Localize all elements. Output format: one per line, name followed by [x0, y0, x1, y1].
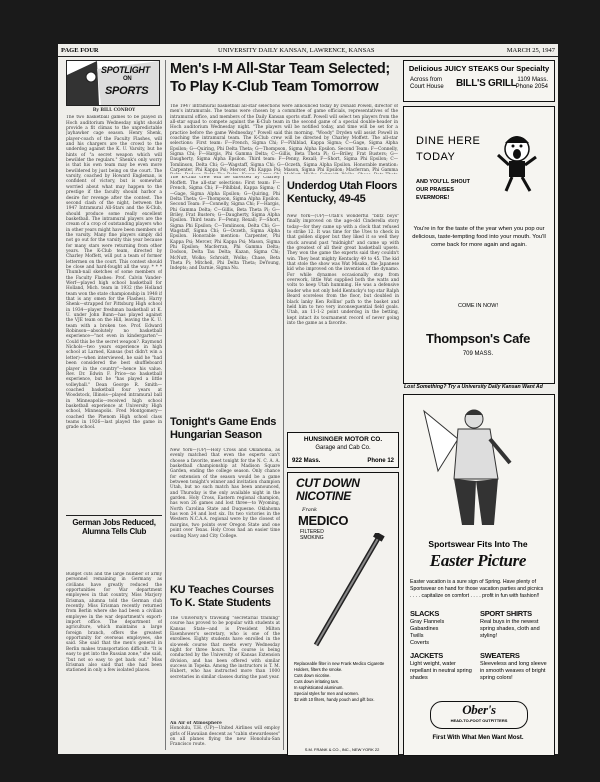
slacks-title: SLACKS	[410, 609, 440, 618]
bills-name: BILL'S GRILL	[456, 78, 517, 89]
hunsinger-subtitle: Garage and Cab Co.	[315, 445, 371, 451]
thompson-name: Thompson's Cafe	[425, 331, 531, 346]
medico-bullets	[294, 661, 392, 703]
allstar-article-col	[170, 176, 280, 411]
shouting-boy-icon	[492, 133, 542, 193]
spotlight-article: The two basketball games to be played in Hoch auditorium Wednesday night should provide a fit climax to the unpredictable Jayhawker cage season. Henry Shenk, player-coach of the Faculty Flashes, will and his chargers are the crowd to the underdog against the K. U. Varsity, but he hints of "a secret weapon which will bewilder the regulars." Shenk's only worry is that his own team may be even more bewildered by just being on the court. The varsity, coached by Howard Engleman, is confident of victory, but is somewhat worried about what may happen to the prestige if the faculty should harbor a desire for revenge after the contest. The second clash of the night, between the 1947 Intramural All-Stars and the K-Club, should produce some really excellent basketball. The intramural players are the cream of a crop of outstanding players who in other years might have been members of the varsity. Many fine players simply did not go out for the varsity this year because for many stars were returning from other years. The K-Club team, directed by Charley Moffett, will put a team of former lettermen on the court. This contest should be close and hard-fought all the way. * * * Thumb-nail sketches of some members of the Faculty Flashes: Prof. Calvin Vander-Werf—played high school basketball for Holland, Mich. team in 1932 (the Holland team won the state championship in 1948 if that is any omen for the Flashes). Harry Shenk—strapped for Pittsburg High school in 1934—player freshman basketball at K. U. under John Bunn—has played against the VJE team on the Hill, leaving the K. U. team with a broken toe. Prof. Edward Robinson—absolutely no basketball experience—"not even in kindergarten"—Could this be the secret weapon?. Raymond Nichols—two years experience in high school at Larned, Kansas (but didn't win a letter)—when interviewed, he said he "had been considered the best shuffleboard player in the country"—hence his value. Rev. Dr. Edwin F. Price—no basketball experience, but he "has played a little volleyball." Dean George R. Smith—coached basketball four years at Woodstock, Illinois—played intramural ball in Minneapolis—received high school basketball experience at University High school, Minneapolis. Fred Montgomery—coached the Phenom High school class teams in 1926—last played the game in grade school.	[66, 115, 162, 431]
shirts-text: Real buys in the newest spring shades, cloth and styling!	[480, 619, 540, 639]
column-rule-2	[283, 176, 284, 750]
obers-headline1: Sportswear Fits Into The	[428, 539, 528, 549]
obers-logo	[430, 701, 528, 729]
sweaters-text: Sleeveless and long sleeve in smooth weaves of bright spring colors!	[480, 661, 547, 681]
thompson-and2: OUR PRAISES	[416, 187, 454, 193]
spotlight-column	[66, 60, 162, 550]
medico-filtered: FILTERED	[300, 529, 324, 535]
thompson-dine2: TODAY	[416, 151, 456, 163]
atmosphere-headline: An Air of Atmosphere	[170, 721, 222, 726]
thompson-dine1: DINE HERE	[416, 135, 481, 147]
column-rule	[165, 60, 166, 750]
obers-footer: First With What Men Want Most.	[432, 735, 524, 741]
page-header	[58, 44, 558, 57]
atmosphere-text: Honolulu, T.H. (UP)—United Airlines will employ girls of Hawaiian descent as "cabin stewardesses" on all planes flying the new Honolulu-San Francisco route.	[170, 726, 280, 748]
slacks-item: Gabardines	[410, 626, 439, 632]
slacks-list	[410, 619, 444, 647]
medico-bullet: Replaceable filter in new Frank Medico Cigarette Holders, filters the smoke.	[294, 661, 385, 672]
german-text: Budget cuts and the large number of army personnel remaining in Germany as civilians have greatly reduced the opportunities for War department employees in that country, Miss Marjory Erisman, alumna told the German club recently. Miss Erisman recently returned from Berlin where she had been a civilian employee in the war department's export-import office. The department of agriculture, which maintains a large foreign branch, offers the greatest opportunity for overseas employees, she said. She said that the men's general in Berlin makes transportation difficult. "It is easy to get into the Russian zone," she said, "but not so easy to get back out." Miss Erisman also said that she had been stationed in only a few isolated places.	[66, 572, 162, 674]
medico-brand: Frank	[302, 507, 318, 513]
obers-ad	[403, 394, 555, 756]
thompson-cafe-ad	[403, 106, 555, 384]
ku-article	[170, 616, 280, 720]
ku-headline	[170, 584, 280, 614]
bills-left1: Across from	[410, 77, 443, 83]
ku-text: The University's traveling "secretarial training" course has proved to be popular with students at Kansas State—and is President Milton Eisenhower's secretary, who is one of the enrollees. Eighty students have enrolled in the six-week course that meets every Wednesday night for three hours. The course is being conducted by the University of Kansas Extension division, and has been offered with similar success in Topeka. Among the instructors is T. M. Hubert, who has instructed more than 1000 secretaries in similar classes during the past year.	[170, 616, 280, 680]
allstar-article-top	[170, 104, 398, 174]
issue-date: MARCH 25, 1947	[506, 47, 555, 54]
medico-nicotine: NICOTINE	[296, 489, 351, 503]
obers-logo-text: Ober's	[462, 702, 496, 717]
utah-headline	[287, 180, 399, 212]
medico-bullet: Cuts down irritating tars.	[294, 679, 340, 684]
sweaters-title: SWEATERS	[480, 651, 520, 660]
cigarette-holder-icon	[288, 533, 396, 653]
obers-logo-sub: HEAD-TO-FOOT OUTFITTERS	[450, 718, 508, 723]
ugs-headline-line1: Tonight's Game Ends	[170, 416, 277, 428]
bills-left2: Court House	[410, 84, 444, 90]
allstar-headline-line2: To Play K-Club Team Tomorrow	[170, 79, 379, 95]
obers-headline2: Easter Picture	[429, 551, 527, 570]
obers-intro: Easter vacation is a sure sign of Spring. Have plenty of Sportswear on hand for those vacation parties and picnics . . . . capitalize on comfort . . . . profit in fun with fashion!!	[410, 579, 544, 599]
allstar-intro: The 1947 intramural basketball all-star selections were announced today by Donald Powell, director of men's intramurals. The teams were chosen by a committee of game officials, representatives of the intramural office, and members of the Daily Kansan sports staff. Powell will select ten players from the all-star squad to compete against the K-Club team in the second game of a special double-header in Hoch auditorium Wednesday night. "The players will be notified today, and time will be set for a practice before the game Wednesday," Powell said this morning. "Woody" Dryden will assist Powell in coaching the intramural team. The K-Club crew will be directed by Charley Moffett. The all-star selections: First team: F—French, Sigma Chi; F—Pihlblad, Kappa Sigma; C—Gage, Sigma Alpha Epsilon; G—Quiring, Phi Delta Theta; G—Thompson, Sigma Alpha Epsilon. Second Team: F—Connelly, Sigma Chi; F—Hargis, Phi Gamma Delta; C—Gillis, Beta Theta Pi; G—Briley, Frat Busters; G—Daugherty, Sigma Alpha Epsilon. Third team: F—Penny, Rexall; F—Short, Sigma Phi Epsilon; C—Tomlinson, Delta Chi; G—Wagstaff, Sigma Chi; G—Oczeth, Sigma Alpha Epsilon. Honorable mention: Carpenter, Phi Kappa Psi; Mercer, Phi Kappa Psi; Mason, Sigma Phi Epsilon; Macferran, Phi Gamma	[170, 104, 398, 174]
man-illustration-icon	[418, 399, 518, 527]
medico-bullet: Cuts down nicotine.	[294, 673, 331, 678]
allstar-headline	[170, 60, 400, 100]
byline: By BILL CONBOY	[92, 108, 136, 113]
slacks-item: Twills	[410, 633, 424, 639]
thompson-and3: EVERMORE!	[416, 195, 450, 201]
hunsinger-address: 922 Mass.	[292, 458, 321, 464]
jackets-title: JACKETS	[410, 651, 443, 660]
ugs-text: New York—(UP)—Holy Cross and Oklahoma, as evenly matched that even the experts can't choose a favorite, meet tonight for the N. C. A. A. basketball championship at Madison Square Garden, ending the college season. Only chance for extension of the season would be a game between tonight's winner and invitation champion Utah, but no such match has been announced, and Thursday is the only available night in the garden. Holy Cross, Eastern regional champion, has won 26 games and lost three—to Wyoming, North Carolina State and Duquesne. Oklahoma has won 24 and lost six. Its two victories in the Western N.C.A.A. regional were by the closest of margins, two points over Oregon State and one point over Texas. Holy Cross had an easier time ousting Navy and City College.	[170, 448, 280, 539]
german-article	[66, 572, 162, 748]
thompson-come: COME IN NOW!	[457, 303, 499, 309]
spotlight-on: ON	[123, 76, 132, 82]
utah-headline-line1: Underdog Utah Floors	[287, 180, 398, 192]
want-ad-line: Lost Something? Try a University Daily Kansan Want Ad	[404, 384, 543, 390]
page-number: PAGE FOUR	[61, 47, 99, 54]
spotlight-text-wrap	[66, 115, 162, 509]
atmosphere-article	[170, 721, 280, 751]
hunsinger-ad	[287, 432, 399, 468]
spotlight-sports: SPORTS	[105, 85, 149, 97]
thompson-body: You're in for the taste of the year when you pop our delicious, taste-tempting food into your mouth. You'll come back for more again and again.	[412, 226, 546, 248]
slacks-item: Coverts	[410, 640, 429, 646]
ku-headline-line2: To K. State Students	[170, 597, 271, 609]
utah-text: New York—(UP)—Utah's wonderful "blitz boys" finally improved on the age-old Cinderella story today—for they came up with a clock that refused to strike 12. It was time for the Utes to check in that golden slipper but they liked it so well they stuck around past "midnight" and came up with the greatest of all their great basketball upsets. They won the game the experts said they couldn't win. They beat mighty Kentucky 49 to 45. The kid that stole the show was Wat Misaka, the Japanese kid who improved on the invention of the dynamo. For while dynamos occasionally stop from overwork, little Wat supplied both the watts and volts to keep Utah humming. He was a defensive leader who not only held Kentucky's top star Ralph Beard scoreless from the floor, but doubled in black lanky Ken Rollins' path to the basket and held him to two very inconsequential field goals. Utah, an 11-1-2 point underdog in the betting, kept intact its tournament record of never going into the game as a favorite.	[287, 214, 399, 326]
ugs-headline	[170, 416, 280, 444]
ugs-headline-line2: Hungarian Season	[170, 429, 262, 441]
newspaper-page	[58, 44, 558, 754]
slacks-item: Gray Flannels	[410, 619, 445, 625]
medico-ad	[287, 472, 399, 756]
medico-bullet: Special styles for men and women.	[294, 691, 359, 696]
allstar-headline-line1: Men's I-M All-Star Team Selected;	[170, 61, 390, 77]
medico-bullet: $2 with 10 filters, handy pouch and gift box.	[294, 697, 375, 702]
medico-smoking: SMOKING	[300, 535, 324, 541]
hunsinger-phone: Phone 12	[367, 458, 394, 464]
german-headline: German Jobs Reduced, Alumna Tells Club	[66, 515, 162, 536]
bills-grill-ad	[403, 60, 555, 102]
spotlight-title: SPOTLIGHT	[101, 65, 150, 75]
bills-tagline: Delicious JUICY STEAKS Our Specialty	[408, 64, 550, 73]
spotlight-logo	[66, 60, 160, 106]
ugs-article	[170, 448, 280, 578]
ku-headline-line1: KU Teaches Courses	[170, 584, 274, 596]
hunsinger-name: HUNSINGER MOTOR CO.	[303, 436, 383, 443]
shirts-title: SPORT SHIRTS	[480, 609, 532, 618]
medico-name: MEDICO	[298, 513, 349, 528]
thompson-address: 709 MASS.	[462, 351, 494, 357]
allstar-continued: The K-Club crew will be directed by Charley Moffett. The all-star selections: First team: F—French, Sigma Chi; F—Pihlblad, Kappa Sigma; C—Gage, Sigma Alpha Epsilon; G—Quiring, Phi Delta Theta; G—Thompson, Sigma Alpha Epsilon. Second Team: F—Connelly, Sigma Chi; F—Hargis, Phi Gamma Delta; C—Gillis, Beta Theta Pi; G—Briley, Frat Busters; G—Daugherty, Sigma Alpha Epsilon. Third team: F—Penny, Rexall; F—Short, Sigma Phi Epsilon; C—Tomlinson, Delta Chi; G—Wagstaff, Sigma Chi; G—Oczeth, Sigma Alpha Epsilon. Honorable mention: Carpenter, Phi Kappa Psi; Mercer, Phi Kappa Psi; Mason, Sigma Phi Epsilon; Macferran, Phi Gamma Delta; Dodson, Delta Tau Delta; Kazan, Sigma Chi; McNutt, Wolks; Schroidt, Wolks; Chase, Beta Theta Pi; Mitchell, Phi Delta Theta; DeYoung, Indepts; and Darnie, Sigma Nu.	[170, 176, 280, 272]
thompson-and1: AND YOU'LL SHOUT	[416, 179, 470, 185]
utah-headline-line2: Kentucky, 49-45	[287, 193, 366, 205]
jackets-text: Light weight, water repellant in neutral spring shades	[410, 661, 472, 681]
bills-right2: Phone 2054	[515, 84, 548, 90]
medico-footer: S.M. FRANK & CO., INC., NEW YORK 22	[304, 747, 380, 752]
medico-bullet: In sophisticated aluminum.	[294, 685, 344, 690]
medico-cut: CUT DOWN	[296, 476, 360, 490]
paper-name: UNIVERSITY DAILY KANSAN, LAWRENCE, KANSAS	[218, 47, 375, 54]
utah-article	[287, 214, 399, 428]
bills-right1: 1109 Mass.	[517, 77, 548, 83]
